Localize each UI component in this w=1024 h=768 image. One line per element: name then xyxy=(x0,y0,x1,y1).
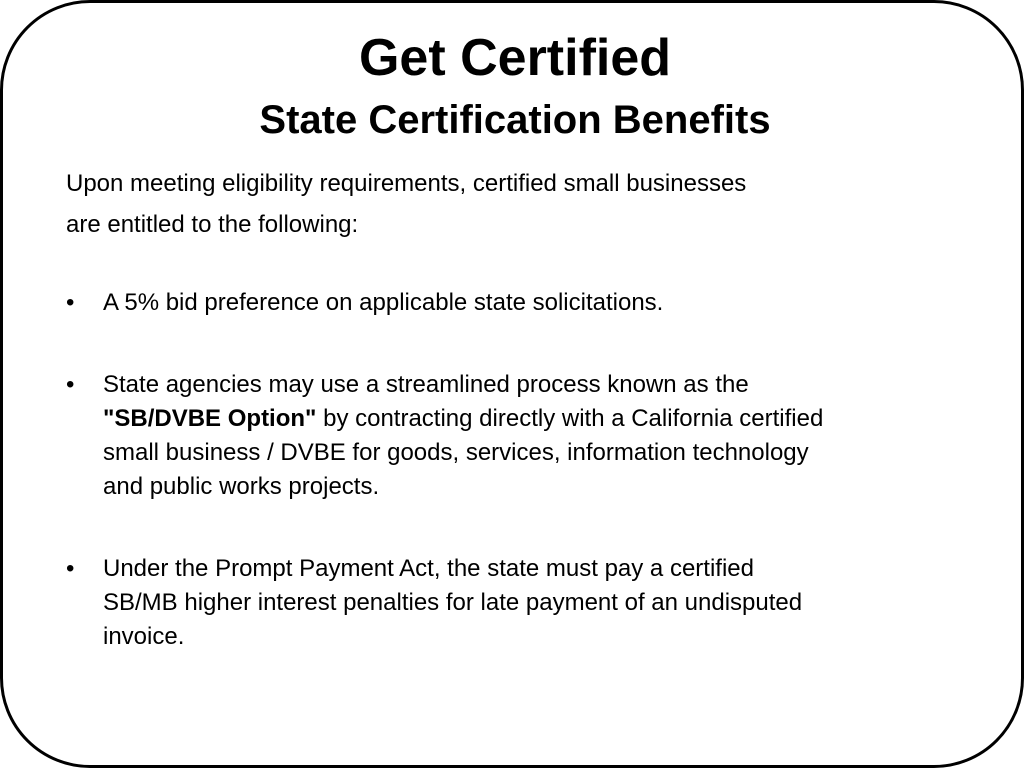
bullet-line: A 5% bid preference on applicable state solicitations. xyxy=(103,289,664,316)
bullet-line: small business / DVBE for goods, services, information technology xyxy=(103,439,809,466)
intro-line: are entitled to the following: xyxy=(66,211,359,238)
slide-title: Get Certified xyxy=(358,29,672,87)
bullet-text xyxy=(103,286,963,320)
bullet-line: and public works projects. xyxy=(103,473,380,500)
bullet-line: invoice. xyxy=(103,623,185,650)
bullet-line xyxy=(103,402,963,436)
bullet-text xyxy=(103,368,963,504)
bullet-text xyxy=(103,552,963,654)
bullet-marker: • xyxy=(66,555,75,582)
bullet-line: SB/MB higher interest penalties for late payment of an undisputed xyxy=(103,589,803,616)
sb-dvbe-option-term: "SB/DVBE Option" xyxy=(103,405,317,432)
bullet-line: State agencies may use a streamlined process known as the xyxy=(103,371,749,398)
bullet-marker: • xyxy=(66,289,75,316)
bullet-line-rest: by contracting directly with a California certified xyxy=(316,405,824,432)
bullet-marker: • xyxy=(66,371,75,398)
intro-line: Upon meeting eligibility requirements, certified small businesses xyxy=(66,170,747,197)
intro-paragraph xyxy=(66,163,966,245)
slide-subtitle: State Certification Benefits xyxy=(259,98,771,142)
bullet-line: Under the Prompt Payment Act, the state must pay a certified xyxy=(103,555,754,582)
